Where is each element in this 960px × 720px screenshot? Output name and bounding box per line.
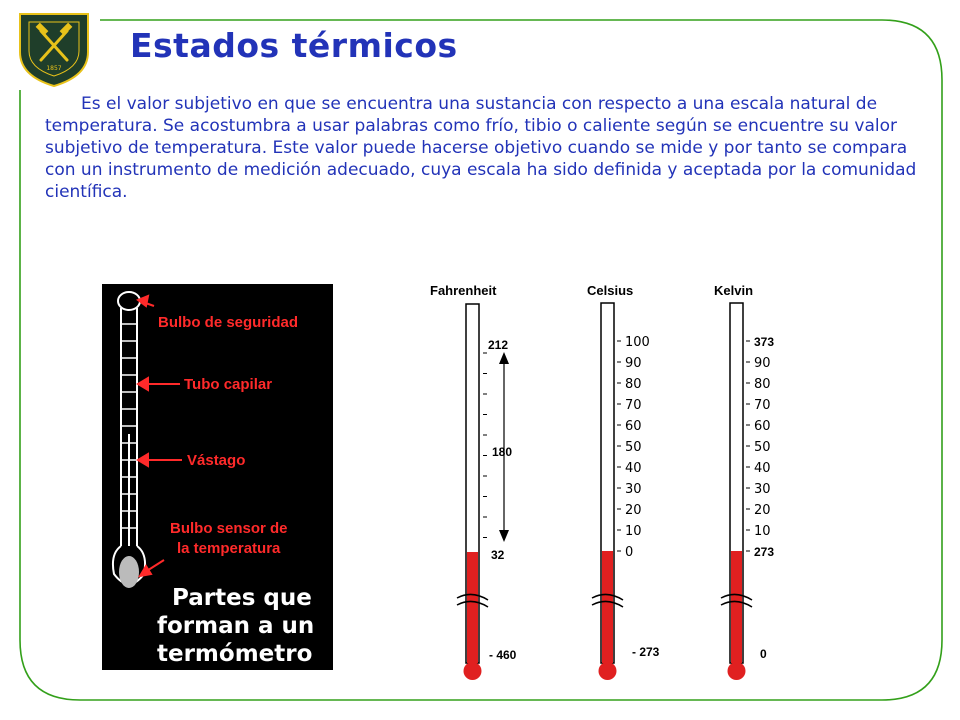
kelvin-scale [714, 283, 774, 680]
celsius-scale [587, 283, 660, 680]
celsius-tick-label: 80 [625, 377, 642, 392]
thermometer-parts-diagram [102, 284, 333, 670]
fahrenheit-minus-460: - 460 [489, 648, 517, 662]
celsius-mercury [602, 551, 613, 663]
kelvin-tick-label: 20 [754, 503, 771, 518]
intro-paragraph: Es el valor subjetivo en que se encuentra una sustancia con respecto a una escala natural de temperatura. Se acostumbra a usar palabras como frío, tibio o caliente según se encuentre su valor subjetivo de temperatura. Este valor puede hacerse objetivo cuando se mide y por tanto se compara con un instrumento de medición adecuado, cuya escala ha sido definida y aceptada por la comunidad científica. [45, 94, 917, 202]
celsius-tick-label: 30 [625, 482, 642, 497]
fahrenheit-ticks [483, 353, 487, 538]
kelvin-tick-label: 90 [754, 356, 771, 371]
celsius-minus-273: - 273 [632, 645, 660, 659]
celsius-tick-label: 50 [625, 440, 642, 455]
kelvin-tick-label: 273 [754, 545, 775, 559]
kelvin-tick-label: 40 [754, 461, 771, 476]
university-logo [14, 8, 94, 88]
celsius-tick-label: 90 [625, 356, 642, 371]
page-title: Estados térmicos [130, 26, 458, 65]
label-sensor-bulb-1: Bulbo sensor de [170, 520, 288, 537]
celsius-tick-label: 0 [625, 545, 634, 560]
caption-line-1: Partes que [172, 585, 312, 611]
kelvin-tick-label: 70 [754, 398, 771, 413]
fahrenheit-scale [430, 283, 517, 680]
celsius-tick-label: 70 [625, 398, 642, 413]
caption-line-3: termómetro [157, 641, 313, 667]
kelvin-header: Kelvin [714, 283, 754, 298]
kelvin-tick-label: 373 [754, 335, 775, 349]
kelvin-0: 0 [760, 647, 767, 661]
celsius-header: Celsius [587, 283, 634, 298]
logo-year: 1857 [46, 65, 62, 72]
kelvin-ticks [746, 335, 774, 559]
celsius-ticks [617, 335, 650, 560]
label-capillary-tube: Tubo capilar [184, 376, 273, 393]
caption-line-2: forman a un [157, 613, 315, 639]
fahrenheit-header: Fahrenheit [430, 283, 497, 298]
sensor-bulb [119, 556, 139, 588]
kelvin-tick-label: 50 [754, 440, 771, 455]
fahrenheit-180: 180 [492, 445, 513, 459]
celsius-tick-label: 10 [625, 524, 642, 539]
label-safety-bulb: Bulbo de seguridad [158, 314, 299, 331]
kelvin-tick-label: 30 [754, 482, 771, 497]
kelvin-tick-label: 80 [754, 377, 771, 392]
kelvin-mercury [731, 551, 742, 663]
fahrenheit-bulb [464, 662, 482, 680]
celsius-tick-label: 40 [625, 461, 642, 476]
kelvin-bulb [728, 662, 746, 680]
fahrenheit-mercury [467, 552, 478, 663]
celsius-tick-label: 100 [625, 335, 650, 350]
fahrenheit-212: 212 [488, 338, 509, 352]
label-stem: Vástago [187, 452, 246, 469]
celsius-tick-label: 60 [625, 419, 642, 434]
kelvin-tick-label: 60 [754, 419, 771, 434]
celsius-tick-label: 20 [625, 503, 642, 518]
label-sensor-bulb-2: la temperatura [177, 540, 281, 557]
temperature-scales-diagram [420, 278, 800, 686]
fahrenheit-32: 32 [491, 548, 505, 562]
kelvin-tick-label: 10 [754, 524, 771, 539]
celsius-bulb [599, 662, 617, 680]
